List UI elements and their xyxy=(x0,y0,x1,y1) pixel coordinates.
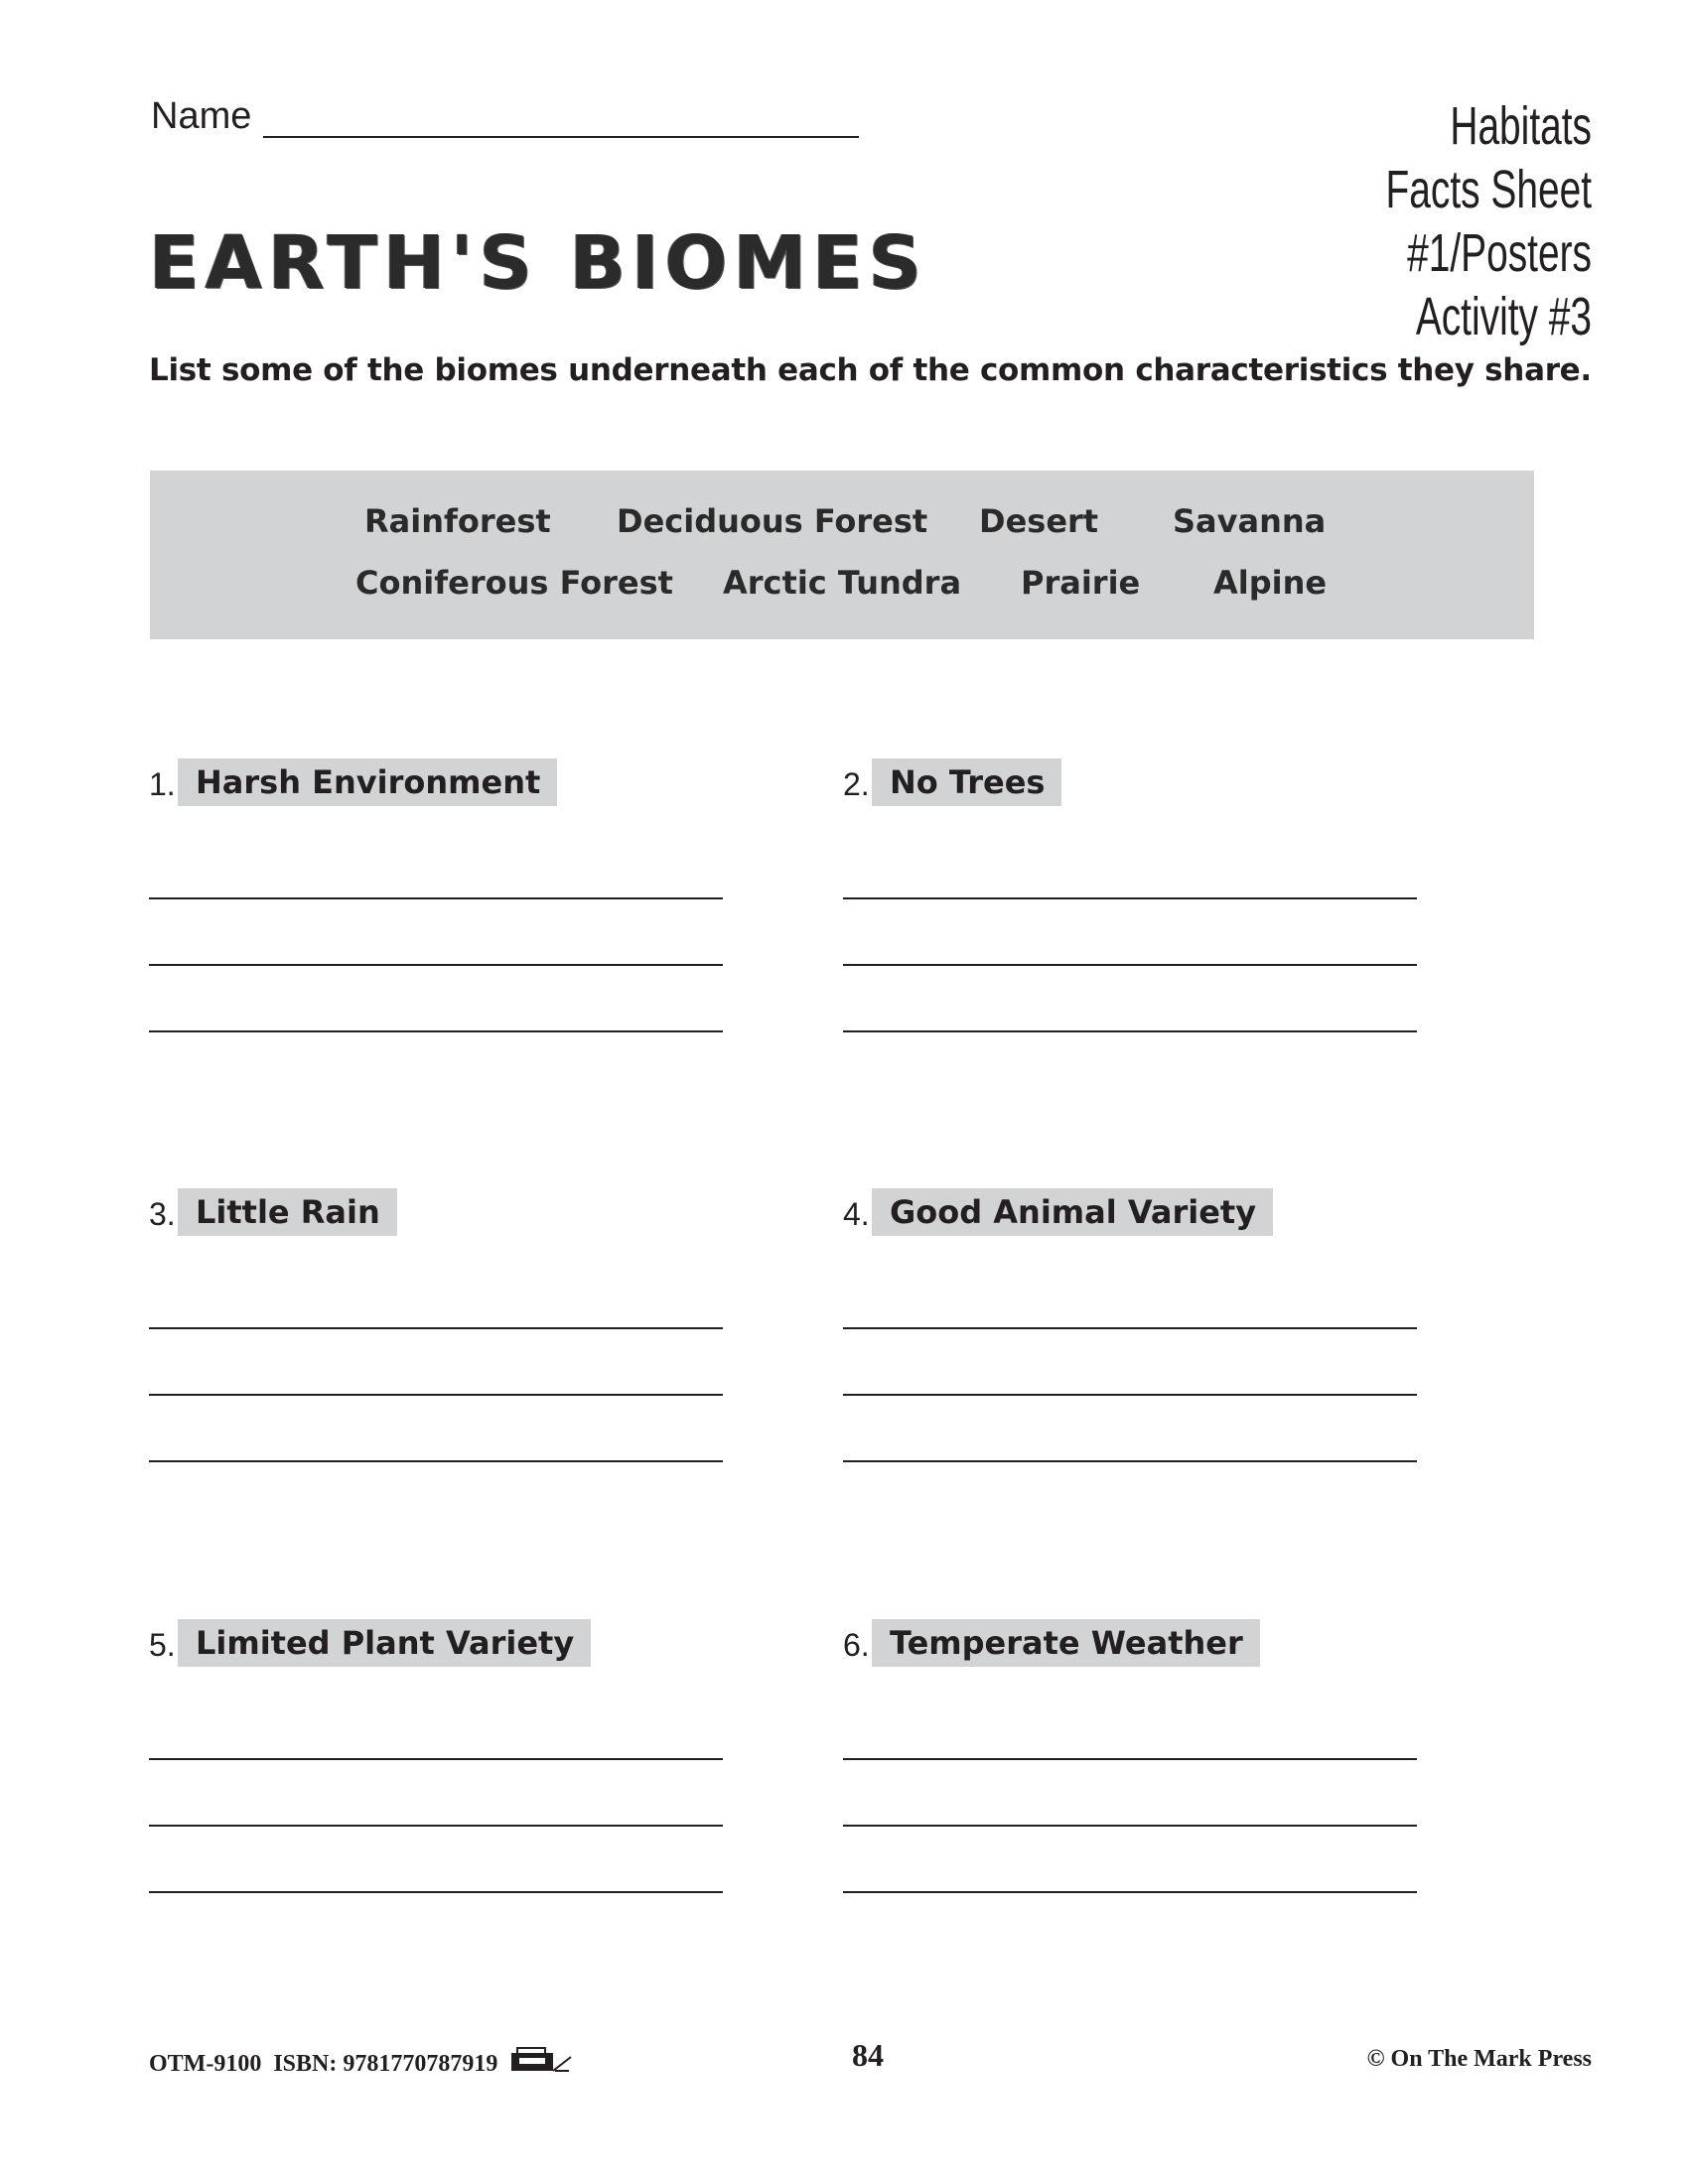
answer-line[interactable] xyxy=(149,1891,723,1893)
question-label: No Trees xyxy=(872,758,1061,806)
word-bank-item: Prairie xyxy=(1021,564,1141,602)
answer-line[interactable] xyxy=(149,1327,723,1329)
question-block xyxy=(149,1619,725,1917)
header-line-3: Activity #3 xyxy=(1415,287,1592,346)
question-block xyxy=(843,1619,1419,1917)
answer-line[interactable] xyxy=(843,1327,1417,1329)
answer-line[interactable] xyxy=(843,1030,1417,1032)
question-block xyxy=(843,1188,1419,1486)
printer-icon xyxy=(509,2045,573,2082)
answer-line[interactable] xyxy=(843,1460,1417,1462)
question-label: Temperate Weather xyxy=(872,1619,1260,1667)
word-bank-item: Arctic Tundra xyxy=(723,564,962,602)
answer-line[interactable] xyxy=(843,1394,1417,1396)
word-bank xyxy=(150,471,1534,639)
question-label: Harsh Environment xyxy=(178,758,557,806)
word-bank-item: Desert xyxy=(979,502,1099,540)
question-label: Limited Plant Variety xyxy=(178,1619,591,1667)
footer-isbn: ISBN: 9781770787919 xyxy=(273,2051,498,2077)
question-block xyxy=(149,758,725,1056)
question-number: 2. xyxy=(843,766,870,802)
word-bank-item: Alpine xyxy=(1213,564,1328,602)
answer-line[interactable] xyxy=(843,1825,1417,1827)
instructions: List some of the biomes underneath each of the common characteristics they share. xyxy=(149,352,1592,388)
question-block xyxy=(149,1188,725,1486)
header-line-1: Habitats xyxy=(1450,96,1592,156)
word-bank-item: Deciduous Forest xyxy=(617,502,928,540)
page-title: EARTH'S BIOMES xyxy=(149,220,927,306)
question-number: 4. xyxy=(843,1196,870,1232)
word-bank-item: Savanna xyxy=(1173,502,1327,540)
answer-line[interactable] xyxy=(149,1825,723,1827)
name-label: Name xyxy=(151,95,252,137)
footer-code: OTM-9100 xyxy=(149,2051,262,2077)
question-label: Little Rain xyxy=(178,1188,397,1236)
answer-line[interactable] xyxy=(843,964,1417,966)
question-number: 6. xyxy=(843,1627,870,1663)
answer-line[interactable] xyxy=(843,1891,1417,1893)
answer-line[interactable] xyxy=(843,897,1417,899)
question-label: Good Animal Variety xyxy=(872,1188,1273,1236)
question-number: 1. xyxy=(149,766,176,802)
name-field xyxy=(151,95,866,145)
answer-line[interactable] xyxy=(149,897,723,899)
question-number: 3. xyxy=(149,1196,176,1232)
question-number: 5. xyxy=(149,1627,176,1663)
answer-line[interactable] xyxy=(149,964,723,966)
answer-line[interactable] xyxy=(149,1460,723,1462)
answer-line[interactable] xyxy=(149,1758,723,1760)
answer-line[interactable] xyxy=(843,1758,1417,1760)
name-write-line xyxy=(263,136,859,138)
header-line-2: Facts Sheet #1/Posters xyxy=(1385,160,1592,283)
page-number: 84 xyxy=(852,2037,884,2073)
header-subject xyxy=(1192,94,1592,348)
footer-product-info xyxy=(149,2045,573,2082)
question-block xyxy=(843,758,1419,1056)
word-bank-item: Rainforest xyxy=(364,502,551,540)
word-bank-item: Coniferous Forest xyxy=(355,564,673,602)
answer-line[interactable] xyxy=(149,1394,723,1396)
footer-copyright: © On The Mark Press xyxy=(1366,2046,1592,2072)
answer-line[interactable] xyxy=(149,1030,723,1032)
